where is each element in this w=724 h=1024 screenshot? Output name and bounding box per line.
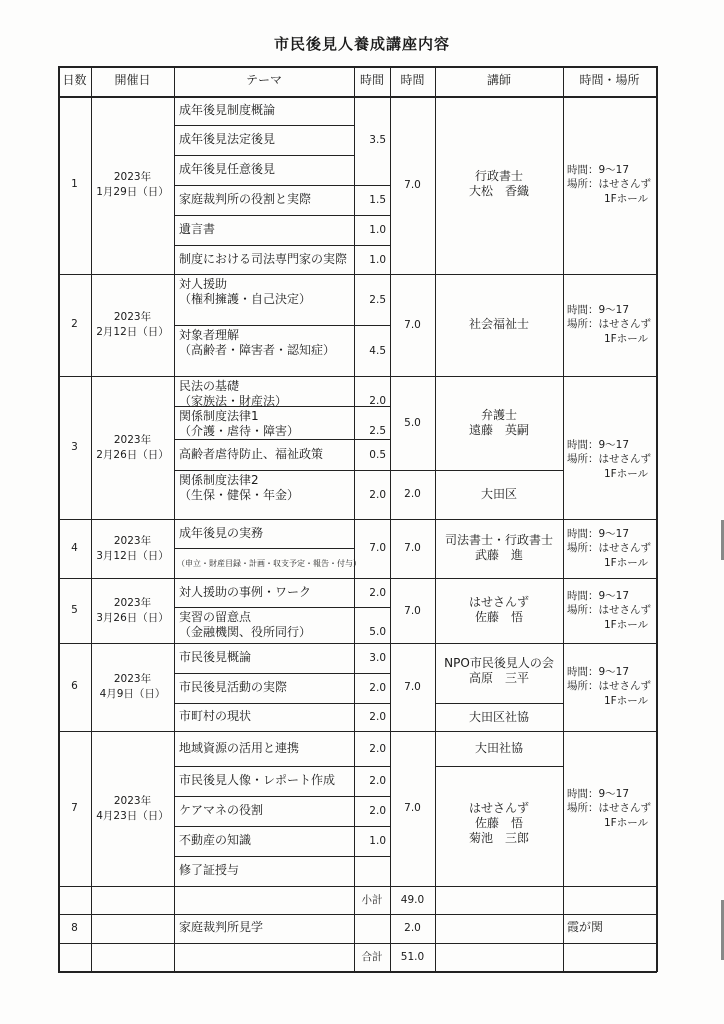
venue-place: 場所：はせさんず [567, 453, 651, 465]
grid-hline [174, 826, 390, 827]
topic-theme: 対象者理解 [179, 328, 240, 342]
day-number: 3 [71, 440, 78, 453]
venue-time: 時間：9～17 [567, 304, 630, 316]
topic-theme: 制度における司法専門家の実際 [179, 251, 348, 266]
session-date: 3月26日（日） [96, 611, 169, 624]
venue-place: 場所：はせさんず [567, 680, 651, 692]
topic-theme: 高齢者虐待防止、福祉政策 [179, 446, 324, 461]
session-year: 2023年 [113, 794, 152, 807]
grid-hline [174, 607, 390, 608]
venue-hall: 1Fホール [603, 618, 648, 631]
grid-hline [174, 796, 390, 797]
day-number: 4 [71, 541, 78, 554]
grid-hline [174, 673, 390, 674]
topic-subtitle: （介護・虐待・障害） [179, 424, 300, 438]
topic-theme: 対人援助 [179, 277, 228, 291]
lecturer-name: 大田社協 [474, 741, 523, 755]
topic-theme: 地域資源の活用と連携 [179, 740, 300, 755]
grid-hline [58, 376, 656, 377]
header-hours: 時間 [359, 73, 384, 87]
topic-hours: 5.0 [369, 626, 386, 638]
subtotal-label: 小計 [361, 894, 383, 906]
lecturer-name: はせさんず [468, 801, 529, 815]
grid-hline [58, 971, 657, 973]
merge-mask [355, 154, 390, 157]
topic-theme: 修了証授与 [179, 863, 240, 877]
topic-subtitle: （生保・健保・年金） [179, 488, 300, 502]
session-total-hours: 2.0 [404, 922, 421, 934]
session-total-hours: 7.0 [404, 681, 421, 693]
day-number: 6 [71, 680, 78, 692]
venue-hall: 1Fホール [603, 468, 648, 480]
grid-hline [174, 215, 390, 216]
venue-hall: 1Fホール [603, 556, 648, 569]
topic-theme: 市民後見活動の実際 [179, 680, 288, 694]
topic-subtitle: （権利擁護・自己決定） [179, 292, 312, 306]
session-total-hours: 7.0 [404, 319, 421, 331]
topic-hours: 1.5 [369, 194, 386, 206]
session-year: 2023年 [113, 433, 152, 446]
topic-note: （申立・財産目録・計画・収支予定・報告・付与） [177, 559, 361, 568]
header-total-hours: 時間 [400, 73, 425, 87]
topic-theme: 関係制度法律1 [179, 409, 259, 423]
session-date: 4月9日（日） [99, 688, 166, 700]
session-date: 2月26日（日） [96, 448, 169, 461]
venue-place: 場所：はせさんず [567, 178, 651, 190]
grid-hline [435, 766, 563, 767]
grid-hline [390, 470, 563, 471]
topic-theme: 民法の基礎 [179, 379, 240, 393]
day-number: 5 [71, 603, 78, 616]
grid-hline [174, 439, 390, 440]
topic-hours: 7.0 [369, 542, 386, 554]
merge-mask [355, 124, 390, 127]
session-year: 2023年 [113, 534, 152, 547]
topic-subtitle: （金融機関、役所同行） [179, 625, 312, 639]
venue-time: 時間：9～17 [567, 164, 630, 176]
topic-theme: 市民後見概論 [179, 650, 252, 664]
grid-hline [58, 943, 656, 944]
venue-place: 場所：はせさんず [567, 603, 651, 616]
venue-hall: 1Fホール [603, 333, 648, 345]
grid-hline [174, 856, 390, 857]
topic-hours: 2.0 [369, 805, 386, 817]
day-number: 7 [71, 801, 78, 814]
subtotal-value: 49.0 [400, 894, 425, 906]
session-total-hours: 7.0 [404, 179, 421, 191]
venue-place: 場所：はせさんず [567, 318, 651, 330]
grand-total-label: 合計 [361, 951, 383, 963]
session-total-hours: 7.0 [404, 542, 421, 554]
venue-time: 時間：9～17 [567, 439, 630, 451]
venue-hall: 1Fホール [603, 193, 648, 205]
session-total-hours: 7.0 [404, 802, 421, 814]
lecturer-name: NPO市民後見人の会 [444, 656, 554, 670]
topic-hours: 0.5 [369, 448, 386, 461]
grid-hline [174, 325, 390, 326]
grid-hline [58, 96, 656, 98]
session-total-hours: 7.0 [404, 604, 421, 617]
topic-hours: 2.0 [369, 711, 386, 723]
venue-place: 場所：はせさんず [567, 801, 651, 814]
topic-theme: 遺言書 [179, 222, 216, 236]
topic-hours: 1.0 [369, 835, 386, 847]
lecturer-name: 弁護士 [480, 408, 517, 422]
venue-time: 時間：9～17 [567, 787, 630, 800]
grid-hline [174, 245, 390, 246]
topic-hours: 3.5 [369, 134, 386, 146]
grid-hline [58, 274, 656, 275]
topic-hours: 4.5 [369, 345, 386, 357]
session-total-hours: 5.0 [404, 417, 421, 429]
grid-vline [656, 66, 658, 972]
grid-hline [435, 703, 563, 704]
session-year: 2023年 [113, 673, 152, 685]
header-theme: テーマ [245, 73, 282, 87]
lecturer-name: 佐藤 悟 [474, 609, 523, 624]
topic-hours: 2.0 [369, 395, 386, 407]
lecturer-name: 大田区 [480, 487, 517, 501]
topic-theme: 実習の留意点 [179, 610, 252, 624]
lecturer-name: 高原 三平 [468, 671, 529, 685]
venue-time: 時間：9～17 [567, 589, 630, 602]
grid-hline [174, 548, 354, 549]
topic-subtitle: （家族法・財産法） [179, 394, 288, 408]
venue-place: 霞が関 [567, 920, 604, 934]
topic-theme: 市町村の現状 [179, 709, 252, 723]
grid-hline [174, 185, 390, 186]
grid-hline [58, 643, 656, 644]
topic-hours: 2.0 [369, 682, 386, 694]
header-day: 日数 [62, 73, 87, 87]
topic-theme: 家庭裁判所の役割と実際 [179, 192, 312, 206]
venue-hall: 1Fホール [603, 816, 648, 829]
lecturer-name: はせさんず [468, 594, 529, 609]
session-date: 2月12日（日） [96, 326, 169, 338]
day-number: 8 [71, 922, 78, 934]
venue-time: 時間：9～17 [567, 666, 630, 678]
session-date: 1月29日（日） [96, 186, 169, 198]
topic-theme: 対人援助の事例・ワーク [179, 584, 312, 599]
lecturer-name: 行政書士 [474, 169, 523, 183]
session-date: 4月23日（日） [96, 809, 169, 822]
venue-place: 場所：はせさんず [567, 541, 651, 554]
session-year: 2023年 [113, 596, 152, 609]
session-year: 2023年 [113, 311, 152, 323]
grid-hline [58, 519, 656, 520]
grid-hline [58, 731, 656, 732]
lecturer-name: 社会福祉士 [468, 317, 529, 331]
lecturer-name: 大田区社協 [468, 710, 529, 724]
topic-theme: ケアマネの役割 [179, 803, 264, 817]
topic-theme: 成年後見任意後見 [179, 162, 276, 176]
lecturer-name: 菊池 三郎 [468, 831, 529, 845]
topic-hours: 2.0 [369, 586, 386, 599]
grand-total-value: 51.0 [400, 951, 425, 963]
topic-hours: 2.0 [369, 742, 386, 755]
lecturer-name: 司法書士・行政書士 [444, 533, 553, 547]
day-number: 2 [71, 318, 78, 330]
grid-hline [174, 703, 390, 704]
lecturer-name: 武藤 進 [474, 548, 523, 562]
grid-hline [58, 914, 656, 915]
topic-theme: 市民後見人像・レポート作成 [179, 773, 336, 787]
topic-subtitle: （高齢者・障害者・認知症） [179, 343, 336, 357]
lecturer-name: 遠藤 英嗣 [468, 423, 529, 437]
venue-hall: 1Fホール [603, 695, 648, 707]
grid-hline [174, 470, 390, 471]
lecturer-name: 佐藤 悟 [474, 816, 523, 830]
grid-hline [174, 766, 390, 767]
venue-time: 時間：9～17 [567, 527, 630, 540]
header-time-place: 時間・場所 [579, 73, 640, 87]
topic-hours: 2.0 [369, 775, 386, 787]
topic-hours: 2.5 [369, 294, 386, 306]
topic-theme: 成年後見の実務 [179, 526, 264, 540]
page-title: 市民後見人養成講座内容 [273, 35, 450, 53]
grid-hline [58, 578, 656, 579]
session-date: 3月12日（日） [96, 549, 169, 562]
topic-theme: 不動産の知識 [179, 833, 252, 847]
topic-theme: 成年後見制度概論 [179, 102, 276, 117]
header-lecturer: 講師 [486, 73, 511, 87]
topic-hours: 1.0 [369, 253, 386, 266]
topic-hours: 3.0 [369, 652, 386, 664]
topic-hours: 2.0 [369, 489, 386, 501]
session-total-hours: 2.0 [404, 488, 421, 500]
day-number: 1 [71, 178, 78, 190]
header-date: 開催日 [114, 73, 151, 87]
topic-theme: 関係制度法律2 [179, 473, 259, 487]
topic-theme: 成年後見法定後見 [179, 132, 276, 146]
lecturer-name: 大松 香織 [468, 184, 529, 198]
grid-hline [58, 66, 657, 68]
topic-hours: 2.5 [369, 425, 386, 437]
topic-hours: 1.0 [369, 224, 386, 236]
session-year: 2023年 [113, 171, 152, 183]
grid-hline [58, 886, 656, 887]
topic-theme: 家庭裁判所見学 [179, 920, 264, 934]
